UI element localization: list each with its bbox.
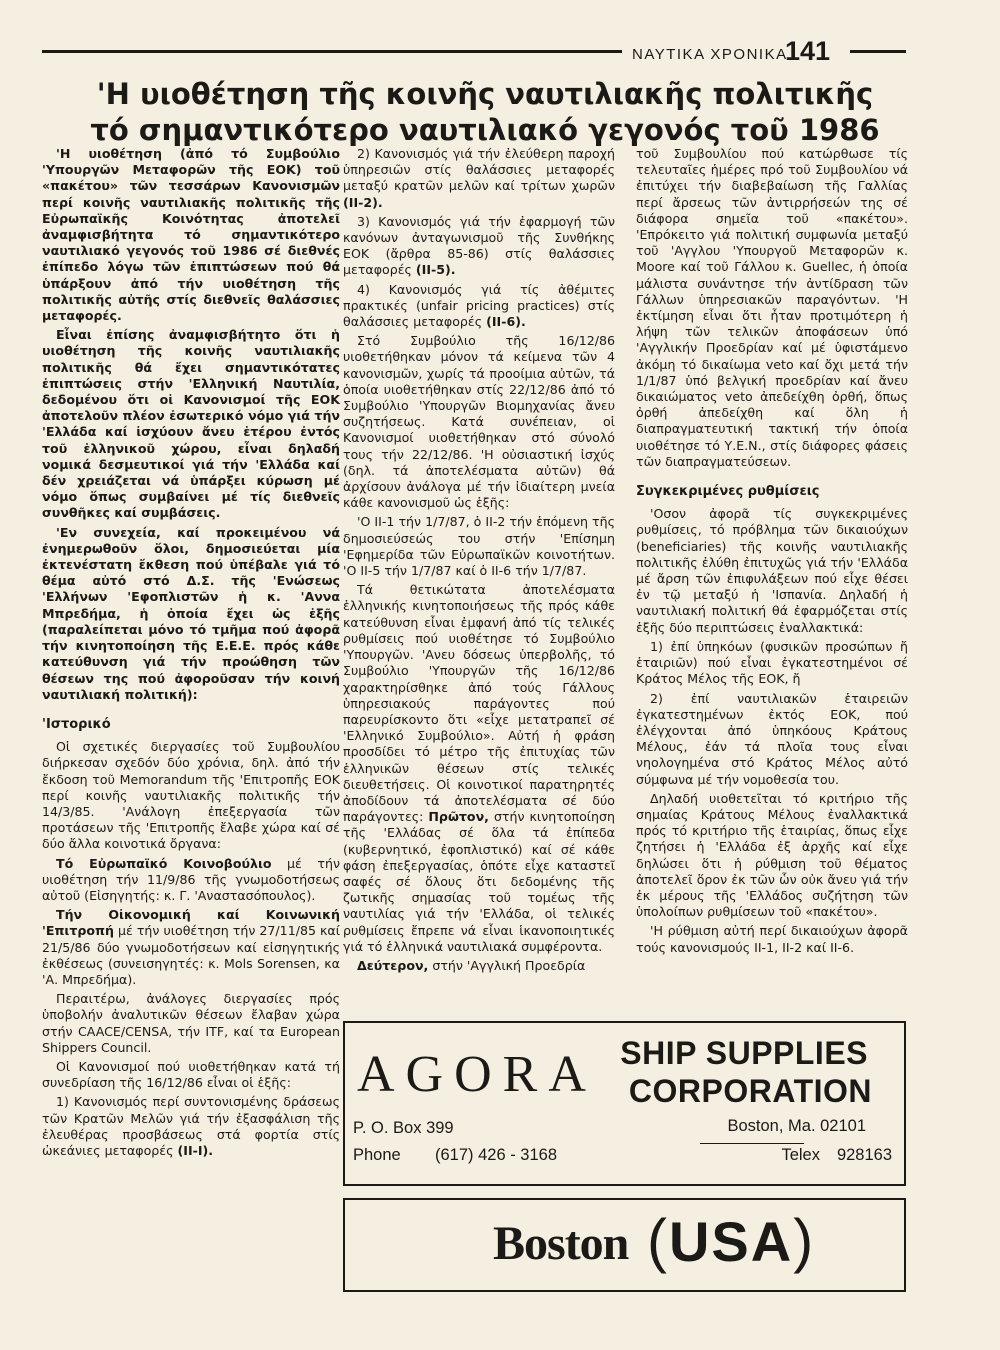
paragraph: Οἱ Κανονισμοί πού υιοθετήθηκαν κατά τή συνεδρίαση τῆς 16/12/86 εἶναι οἱ ἑξῆς:: [42, 1058, 340, 1091]
paragraph: 'Οσον ἀφορᾶ τίς συγκεκριμένες ρυθμίσεις, τό πρόβλημα τῶν δικαιούχων (beneficiaries) τῆς κοινῆς ναυτιλιακῆς πολιτικῆς ἐλύθη ἐπιτυχῶς γιά τήν 'Ελλάδα μέ ἄρση τῶν ἐπιφυλάξεων πού εἶχε θέσει ἐν τῷ μεταξύ ἡ 'Ισπανία. Δηλαδή ἡ ναυτιλιακή πολιτική θά ἐφαρμόζεται στίς ἑξῆς δύο περιπτώσεις ἐναλλακτικά:: [636, 506, 908, 635]
text-run: μέ τήν υιοθέτηση τήν 27/11/85 καί 21/5/86 δύο γνωμοδοτήσεων καί εἰσηγητικής ἐκθέσεως (συνεισηγητές: κ. Mols Sorensen, κα 'Α. Μπρεδήμα).: [42, 923, 340, 987]
boston-usa-banner: [343, 1198, 906, 1292]
text-run: στήν κινητοποίηση τῆς 'Ελλάδας σέ ὅλα τά ἐπίπεδα (κυβερνητικό, ἐφοπλιστικό) καί σέ κάθε φάση ἐπεξεργασίας, ὁπότε εἶχε καταστεῖ σαφές σέ ὅλους ὅτι δεδομένης τῆς ζωτικῆς σημασίας τοῦ τομέως τῆς ναυτιλίας γιά τήν 'Ελλάδα, οἱ τελικές ρυθμίσεις ἔπρεπε νά εἶναι ἱκανοποιητικές γιά τό ἑλληνικά ναυτιλιακά συμφέροντα.: [343, 809, 615, 954]
paragraph: [343, 282, 615, 331]
column-2: [343, 146, 615, 977]
title-line-1: 'Η υιοθέτηση τῆς κοινῆς ναυτιλιακῆς πολιτικῆς: [96, 77, 874, 111]
paragraph: 'Εν συνεχεία, καί προκειμένου νά ἐνημερωθοῦν ὅλοι, δημοσιεύεται μία ἐκτενέστατη ἔκθεση πού ὑπέβαλε γιά τό θέμα αὐτό στό Δ.Σ. τῆς 'Ενώσεως 'Ελλήνων 'Εφοπλιστῶν ἡ κ. 'Αννα Μπρεδήμα, ἡ ὁποία ἔχει ὡς ἑξῆς (παραλείπεται μόνο τό τμῆμα πού ἀφορᾶ τήν κινητοποίηση τῆς Ε.Ε.Ε. πρός κάθε κατεύθυνση γιά τήν προώθηση τῶν θέσεων της πού ἀφοροῦσαν τήν κοινή ναυτιλιακή πολιτική):: [42, 524, 340, 702]
text-run: Τά θετικώτατα ἀποτελέσματα ἑλληνικής κινητοποιήσεως τῆς πρός κάθε κατεύθυνση εἶναι ἐμφανή ἀπό τίς τελικές ρυθμίσεις πού υιοθέτησε τό Συμβούλιο 'Υπουργῶν. 'Ανευ δόσεως ὑπερβολῆς, τό Συμβούλιο 'Υπουργῶν τῆς 16/12/86 χαρακτηρίσθηκε ἀπό τούς Γάλλους ὑπηρεσιακούς παράγοντες πού παρευρίσκοντο ὅτι «εἶχε μετατραπεῖ σέ 'Ελληνικό Συμβούλιο». Αὐτή ἡ φράση προσδίδει τό μέτρο τῆς ἐπιτυχίας τῶν ἑλληνικῶν θέσεων στίς τελικές διευθετήσεις. Οἱ κοινοτικοί παρατηρητές ἀποδίδουν τά ἀποτελέσματα σέ δύο παράγοντες:: [343, 582, 615, 825]
text-run: 4) Κανονισμός γιά τίς ἀθέμιτες πρακτικές (unfair pricing practices) στίς θαλάσσιες μεταφορές: [343, 281, 615, 330]
paragraph: τοῦ Συμβουλίου πού κατώρθωσε τίς τελευταῖες ἡμέρες πρό τοῦ Συμβουλίου νά ἐπιτύχει τήν διαβεβαίωση τῆς Γαλλίας περί ἄρσεως τῶν ἀντιρρήσεών της σέ διάφορα σημεῖα τοῦ «πακέτου». 'Επρόκειτο γιά πολιτική συμφωνία μεταξύ τοῦ 'Αγγλου 'Υπουργοῦ Μεταφορῶν κ. Moore καί τοῦ Γάλλου κ. Guellec, ἡ ὁποία μάλιστα συνάντησε τήν ἀντίδραση τῶν Γάλλων ὑπηρεσιακῶν παραγόντων. 'Η ἐκτίμηση εἶναι ὅτι ἦταν προτιμότερη ἡ λήψη τῶν τελικῶν ἀποφάσεων ὑπό 'Αγγλικήν Προεδρίαν καί μέ ὑφιστάμενο ἀκόμη τό δικαίωμα veto καί ὄχι μετά τήν 1/1/87 ὑπό βελγική προεδρίαν καί ἄνευ δικαιώματος veto ἀπεδείχθη ὀρθή, ὅπως ὀρθή ἀπεδείχθη καί ὅλη ἡ διαπραγματευτική τακτική τήν ὁποία υιοθέτησε τό Υ.Ε.Ν., στίς διάφορες φάσεις τῶν διαπραγματεύσεων.: [636, 146, 908, 469]
paragraph: [343, 582, 615, 955]
column-1: [42, 146, 340, 1162]
usa-text: [647, 1206, 815, 1275]
paragraph: Οἱ σχετικές διεργασίες τοῦ Συμβουλίου διήρκεσαν σχεδόν δύο χρόνια, δηλ. ἀπό τήν ἔκδοση τοῦ Memorandum τῆς 'Επιτροπῆς ΕΟΚ περί κοινῆς ναυτιλιακῆς πολιτικῆς τήν 14/3/85. 'Ανάλογη ἐπεξεργασία τῶν προτάσεων τῆς 'Επιτροπῆς ἔλαβε χώρα καί σέ δύο ἄλλα κοινοτικά ὄργανα:: [42, 739, 340, 852]
agora-advertisement: [343, 1021, 906, 1186]
open-paren: (: [647, 1207, 669, 1274]
paragraph: Περαιτέρω, ἀνάλογες διεργασίες πρός ὑποβολήν ἀναλυτικῶν θέσεων ἔλαβαν χώρα στήν CAACE/CENSA, τήν ITF, καί τα European Shippers Council.: [42, 991, 340, 1055]
paragraph: [343, 146, 615, 211]
page-number: 141: [785, 36, 831, 66]
usa-word: USA: [668, 1210, 794, 1273]
text-run: στήν 'Αγγλική Προεδρία: [428, 957, 586, 973]
paragraph: 2) ἐπί ναυτιλιακῶν ἑταιρειῶν ἐγκατεστημένων ἐκτός ΕΟΚ, πού ἐλέγχονται ἀπό ὑπηκόους Κράτους Μέλους, ἐάν τά πλοῖα τους εἶναι νηολογημένα στό Κράτος Μέλος αὐτό σύμφωνα μέ τήν νομοθεσία του.: [636, 690, 908, 787]
text-run: 2) Κανονισμός γιά τήν ἐλεύθερη παροχή ὑπηρεσιῶν στίς θαλάσσιες μεταφορές μεταξύ κρατῶν μελῶν καί τρίτων χωρῶν: [343, 146, 615, 194]
bold-run: Δεύτερον,: [357, 957, 429, 973]
magazine-name: ΝΑΥΤΙΚΑ ΧΡΟΝΙΚΑ: [632, 46, 788, 63]
text-run: μέ τήν υιοθέτηση τήν 11/9/86 τῆς γνωμοδοτήσεως αὐτοῦ (Εἰσηγητής: κ. Γ. 'Αναστασόπουλος).: [42, 855, 340, 903]
ad-phone-label: Phone: [353, 1146, 401, 1164]
paragraph: [343, 958, 615, 974]
bold-run: (ΙΙ-2).: [343, 194, 383, 210]
paragraph: 'Ο ΙΙ-1 τήν 1/7/87, ὁ ΙΙ-2 τήν ἑπόμενη τῆς δημοσιεύσεώς του στήν 'Επίσημη 'Εφημερίδα τῶν Εὐρωπαϊκῶν κοινοτήτων. 'Ο ΙΙ-5 τήν 1/7/87 καί ὁ ΙΙ-6 τήν 1/7/87.: [343, 514, 615, 579]
header-rule-left: [42, 50, 622, 53]
ad-phone-number: (617) 426 - 3168: [435, 1146, 558, 1164]
ad-company-line-1: SHIP SUPPLIES: [620, 1035, 868, 1071]
paragraph: Εἶναι ἐπίσης ἀναμφισβήτητο ὅτι ἡ υιοθέτηση τῆς κοινῆς ναυτιλιακῆς πολιτικῆς θά ἔχει σημαντικότατες ἐπιπτώσεις στήν 'Ελληνική Ναυτιλία, δεδομένου ὅτι οἱ Κανονισμοί τῆς ΕΟΚ ἀποτελοῦν πλέον ἐσωτερικό νόμο γιά τήν 'Ελλάδα καί ἰσχύουν ἄνευ ἑτέρου ἐντός τοῦ ἑλληνικοῦ χώρου, εἶναι δηλαδή νομικά δεσμευτικοί γιά τήν 'Ελλάδα καί δέν χρειάζεται νά ὑπάρξει κύρωση μέ νόμο ὅπως συμβαίνει μέ τίς διεθνεῖς συνθῆκες καί συμβάσεις.: [42, 327, 340, 521]
paragraph: [42, 856, 340, 905]
ad-telex-number: 928163: [836, 1146, 892, 1164]
paragraph: 1) ἐπί ὑπηκόων (φυσικῶν προσώπων ἤ ἑταιριῶν) πού εἶναι ἐγκατεστημένοι σέ Κράτος Μέλος τῆς ΕΟΚ, ἤ: [636, 638, 908, 687]
ad-divider: [700, 1143, 804, 1144]
close-paren: ): [793, 1207, 816, 1274]
boston-text: Boston: [493, 1217, 629, 1270]
paragraph: Στό Συμβούλιο τῆς 16/12/86 υιοθετήθηκαν μόνον τά κείμενα τῶν 4 κανονισμῶν, χωρίς τά προοίμια αὐτῶν, τά ὁποία υιοθετήθηκαν στίς 22/12/86 ἀπό τό Συμβούλιο 'Υπουργῶν Βιομηχανίας ἄνευ συζητήσεως. Κατά συνέπειαν, οἱ Κανονισμοί υιοθετήθηκαν στό σύνολό τους τήν 22/12/86. 'Η οὐσιαστική ἰσχύς (δηλ. τά ἀποτελέσματα αὐτῶν) θά ἀρχίσουν ἀνάλογα μέ τήν ἰδιαίτερη μνεία κάθε κανονισμοῦ ὡς ἑξῆς:: [343, 333, 615, 511]
agora-logo-text: AGORA: [357, 1046, 597, 1103]
bold-run: (ΙΙ-Ι).: [177, 1142, 214, 1158]
text-run: 3) Κανονισμός γιά τήν ἐφαρμογή τῶν κανόνων ἀνταγωνισμοῦ τῆς Συνθήκης ΕΟΚ (ἄρθρα 85-86) στίς θαλάσσιες μεταφορές: [343, 213, 615, 278]
ad-city: Boston, Ma. 02101: [727, 1117, 866, 1135]
paragraph: 'Η ρύθμιση αὐτή περί δικαιούχων ἀφορᾶ τούς κανονισμούς ΙΙ-1, ΙΙ-2 καί ΙΙ-6.: [636, 923, 908, 955]
bold-run: Πρῶτον,: [428, 809, 489, 825]
title-line-2: τό σημαντικότερο ναυτιλιακό γεγονός τοῦ 1986: [90, 113, 880, 147]
paragraph: 'Η υιοθέτηση (ἀπό τό Συμβούλιο 'Υπουργῶν Μεταφορῶν τῆς ΕΟΚ) τοῦ «πακέτου» τῶν τεσσάρων Κανονισμῶν περί κοινῆς ναυτιλιακῆς πολιτικῆς τῆς Εὐρωπαϊκῆς Κοινότητας ἀποτελεῖ ἀναμφισβήτητα τό σημαντικότερο ναυτιλιακό γεγονός τοῦ 1986 σέ διεθνές ἐπίπεδο λόγω τῶν ἐπιπτώσεων πού θά ὑπάρξουν ἀπό τήν υιοθέτηση τῆς πολιτικῆς αὐτῆς στίς διεθνεῖς θαλάσσιες μεταφορές.: [42, 146, 340, 324]
bold-run: (ΙΙ-6).: [486, 314, 526, 330]
subheading-specific-arrangements: Συγκεκριμένες ρυθμίσεις: [636, 484, 820, 500]
ad-po-box: P. O. Box 399: [353, 1119, 454, 1137]
bold-run: Τό Εὐρωπαϊκό Κοινοβούλιο: [56, 855, 272, 871]
ad-company-line-2: CORPORATION: [628, 1073, 872, 1109]
paragraph: [42, 907, 340, 988]
text-run: 1) Κανονισμός περί συντονισμένης δράσεως τῶν Κρατῶν Μελῶν γιά τήν ἐξασφάλιση τῆς ἐλευθέρας προσβάσεως στά φορτία στίς ὠκεάνιες μεταφορές: [42, 1094, 340, 1158]
paragraph: Δηλαδή υιοθετεῖται τό κριτήριο τῆς σημαίας Κράτους Μέλους ἐναλλακτικά πρός τό κριτήριο τῆς ἑταιρίας, ὅπως εἶχε ζητήσει ἡ 'Ελλάδα ἐξ ἀρχῆς καί εἶχε δηλώσει ὅτι ἡ ρύθμιση τοῦ θέματος ἀποτελεῖ ὅρον ἐκ τῶν ὧν οὐκ ἄνευ γιά τήν ἐκ μέρους τῆς 'Ελλάδος συζήτηση τῶν ὑπολοίπων ρυθμίσεων τοῦ «πακέτου».: [636, 790, 908, 920]
subheading-history: 'Ιστορικό: [42, 716, 111, 732]
bold-run: (ΙΙ-5).: [415, 262, 456, 278]
paragraph: [42, 1094, 340, 1159]
ad-telex-label: Telex: [781, 1146, 820, 1164]
paragraph: [343, 214, 615, 279]
bold-run: Τήν Οἰκονομική καί Κοινωνική 'Επιτροπή: [42, 907, 340, 939]
header-rule-right: [850, 50, 906, 53]
article-title: [60, 76, 910, 148]
column-3: [636, 146, 908, 959]
